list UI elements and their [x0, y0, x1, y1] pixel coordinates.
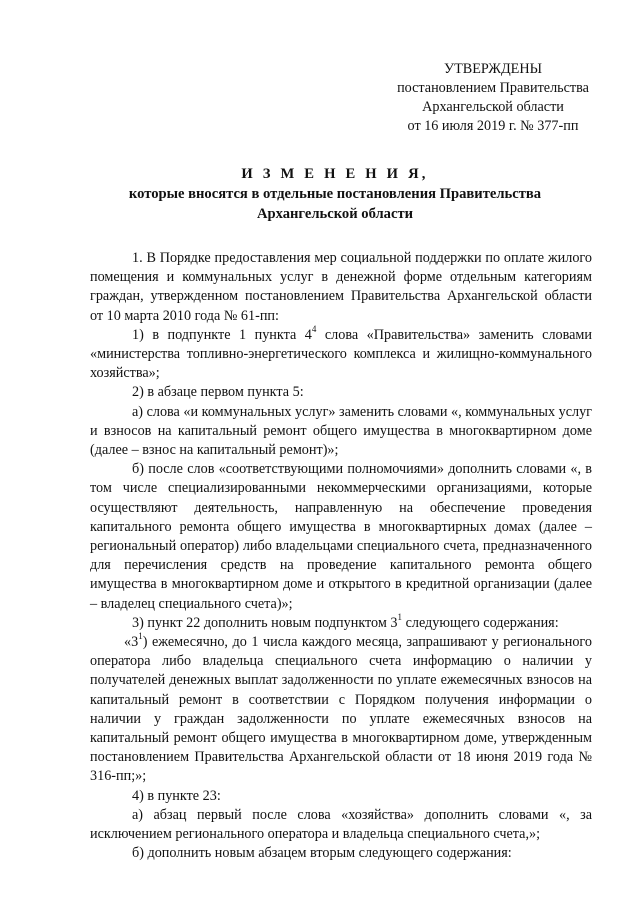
paragraph-text: «3: [124, 634, 139, 651]
superscript: 1: [397, 612, 403, 623]
paragraph: 2) в абзаце первом пункта 5:: [132, 384, 304, 401]
superscript: 1: [138, 631, 143, 642]
paragraph-text: следующего содержания:: [402, 614, 559, 631]
approval-date: от 16 июля 2019 г. № 377-пп: [407, 118, 579, 134]
document-body: [90, 249, 592, 864]
paragraph: [90, 614, 592, 633]
paragraph: б) после слов «соответствующими полномочиями» дополнить словами «, в том числе специализированными некоммерческими организациями, которые осуществляют деятельность, направленную на обеспечение проведения капитального ремонта общего имущества в многоквартирных домах (далее – региональный оператор) либо владельцами специального счета, предназначенного для перечисления средств на проведение капитального ремонта общего имущества в многоквартирном доме и открытого в кредитной организации (далее – владелец специального счета)»;: [90, 461, 592, 612]
paragraph-text: 3) пункт 22 дополнить новым подпунктом 3: [132, 614, 398, 631]
approval-line: Архангельской области: [422, 99, 564, 115]
paragraph-text: слова «Правительства» заменить словами «министерства топливно-энергетического комплекса и жилищно-коммунального хозяйства»;: [90, 326, 592, 382]
approval-title: УТВЕРЖДЕНЫ: [444, 61, 542, 77]
paragraph: а) слова «и коммунальных услуг» заменить словами «, коммунальных услуг и взносов на капитальный ремонт общего имущества в многоквартирном доме (далее – взнос на капитальный ремонт)»;: [90, 403, 592, 459]
document-heading: [90, 164, 580, 224]
paragraph: [90, 633, 592, 787]
paragraph: а) абзац первый после слова «хозяйства» дополнить словами «, за исключением регионального оператора и владельца специального счета,»;: [90, 806, 592, 843]
paragraph: 1. В Порядке предоставления мер социальной поддержки по оплате жилого помещения и коммунальных услуг в денежной форме отдельным категориям граждан, утвержденном постановлением Правительства Архангельской области от 10 марта 2010 года № 61-пп:: [90, 250, 592, 324]
heading-subtitle: которые вносятся в отдельные постановления Правительства: [128, 186, 542, 202]
heading-title: И З М Е Н Е Н И Я,: [241, 166, 429, 182]
approval-line: постановлением Правительства: [397, 80, 589, 96]
paragraph-text: ) ежемесячно, до 1 числа каждого месяца, запрашивают у регионального оператора либо владельца специального счета информацию о наличии у получателей денежных выплат задолженности по уплате ежемесячных взносов на капитальный ремонт в соответствии с Порядком получения информации о наличии у граждан задолженности по уплате ежемесячных взносов на капитальный ремонт общего имущества в многоквартирном доме, утвержденным постановлением Правительства Архангельской области от 18 июня 2019 года № 316-пп;»;: [90, 634, 592, 785]
paragraph: [90, 326, 592, 384]
heading-subtitle: Архангельской области: [256, 206, 414, 222]
superscript: 4: [311, 324, 317, 335]
paragraph: б) дополнить новым абзацем вторым следующего содержания:: [132, 845, 512, 862]
paragraph-text: 1) в подпункте 1 пункта 4: [132, 326, 312, 343]
approval-block: [388, 60, 598, 136]
paragraph: 4) в пункте 23:: [132, 787, 221, 804]
